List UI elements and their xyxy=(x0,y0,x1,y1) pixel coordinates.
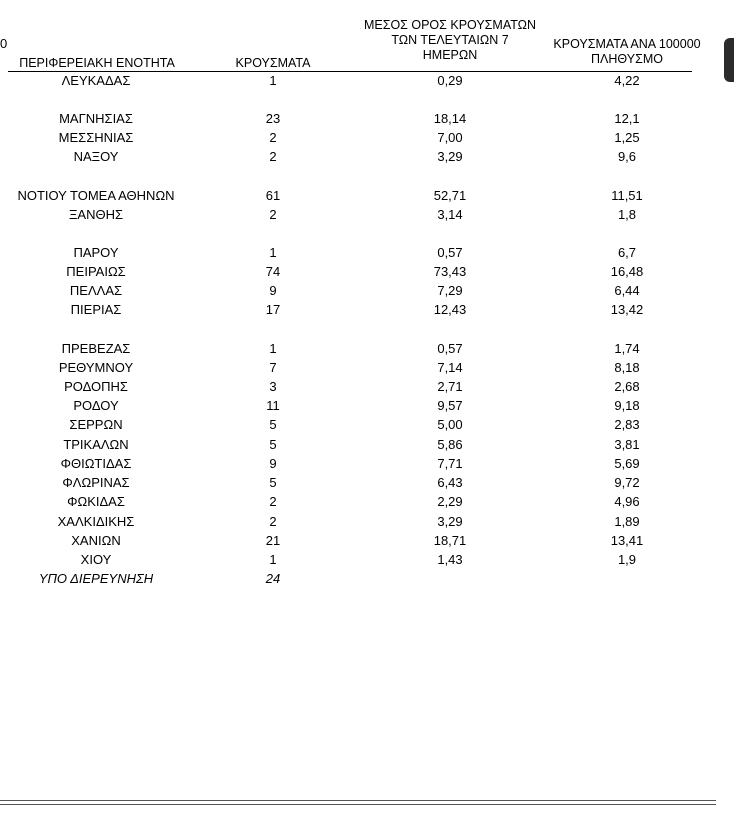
cell-cases: 2 xyxy=(269,494,277,509)
cell-cases-per-100k: 2,83 xyxy=(614,417,640,432)
cell-seven-day-average: 12,43 xyxy=(433,302,467,317)
header-avg-line-1: ΜΕΣΟΣ ΟΡΟΣ ΚΡΟΥΣΜΑΤΩΝ xyxy=(363,18,537,32)
cell-cases: 17 xyxy=(265,302,281,317)
cell-region: ΛΕΥΚΑΔΑΣ xyxy=(61,73,131,88)
cell-region: ΧΑΛΚΙΔΙΚΗΣ xyxy=(57,514,135,529)
table-row xyxy=(0,73,734,92)
cell-seven-day-average: 18,71 xyxy=(433,533,467,548)
cell-seven-day-average: 5,86 xyxy=(437,437,463,452)
cell-region: ΣΕΡΡΩΝ xyxy=(69,417,123,432)
cell-region: ΜΑΓΝΗΣΙΑΣ xyxy=(59,111,133,126)
cell-region: ΠΙΕΡΙΑΣ xyxy=(70,302,122,317)
table-row xyxy=(0,475,734,494)
cell-cases: 23 xyxy=(265,111,281,126)
cell-seven-day-average: 5,00 xyxy=(437,417,463,432)
table-row xyxy=(0,149,734,168)
cell-cases-per-100k: 1,8 xyxy=(617,207,637,222)
cell-region: ΡΕΘΥΜΝΟΥ xyxy=(58,360,134,375)
cell-seven-day-average: 52,71 xyxy=(433,188,467,203)
cell-seven-day-average: 9,57 xyxy=(437,398,463,413)
cell-cases: 5 xyxy=(269,437,277,452)
cell-region: ΦΘΙΩΤΙΔΑΣ xyxy=(60,456,132,471)
cell-seven-day-average: 73,43 xyxy=(433,264,467,279)
cell-region: ΠΕΙΡΑΙΩΣ xyxy=(66,264,126,279)
table-row xyxy=(0,398,734,417)
cell-seven-day-average: 7,14 xyxy=(437,360,463,375)
cell-cases-per-100k: 4,22 xyxy=(614,73,640,88)
header-avg-line-2: ΤΩΝ ΤΕΛΕΥΤΑΙΩΝ 7 xyxy=(391,33,509,47)
cell-cases-per-100k: 6,7 xyxy=(617,245,637,260)
cell-cases: 74 xyxy=(265,264,281,279)
cell-seven-day-average: 0,29 xyxy=(437,73,463,88)
cell-seven-day-average: 2,29 xyxy=(437,494,463,509)
cell-cases: 7 xyxy=(269,360,277,375)
cell-cases-per-100k: 3,81 xyxy=(614,437,640,452)
cell-cases-per-100k: 1,9 xyxy=(617,552,637,567)
cell-cases: 1 xyxy=(269,245,277,260)
cell-cases-per-100k: 1,89 xyxy=(614,514,640,529)
cell-seven-day-average: 3,29 xyxy=(437,149,463,164)
cell-cases-per-100k: 8,18 xyxy=(614,360,640,375)
table-row xyxy=(0,111,734,130)
cell-seven-day-average: 0,57 xyxy=(437,245,463,260)
cell-seven-day-average: 1,43 xyxy=(437,552,463,567)
cell-region: ΡΟΔΟΥ xyxy=(73,398,119,413)
header-cases: ΚΡΟΥΣΜΑΤΑ xyxy=(235,56,311,70)
cell-cases-per-100k: 6,44 xyxy=(614,283,640,298)
cell-cases-per-100k: 9,18 xyxy=(614,398,640,413)
cell-cases-per-100k: 1,74 xyxy=(614,341,640,356)
cell-cases: 5 xyxy=(269,417,277,432)
table-row xyxy=(0,417,734,436)
cell-region: ΤΡΙΚΑΛΩΝ xyxy=(63,437,129,452)
cell-cases-per-100k: 13,41 xyxy=(610,533,644,548)
table-row xyxy=(0,571,734,590)
cell-cases: 2 xyxy=(269,514,277,529)
cell-region: ΡΟΔΟΠΗΣ xyxy=(64,379,128,394)
cell-cases: 3 xyxy=(269,379,277,394)
cell-cases: 2 xyxy=(269,207,277,222)
table-row xyxy=(0,341,734,360)
cell-region: ΝΟΤΙΟΥ ΤΟΜΕΑ ΑΘΗΝΩΝ xyxy=(17,188,175,203)
cell-cases: 9 xyxy=(269,456,277,471)
cell-cases-per-100k: 12,1 xyxy=(614,111,640,126)
footer-double-rule xyxy=(0,800,716,805)
cell-cases: 21 xyxy=(265,533,281,548)
cell-seven-day-average: 0,57 xyxy=(437,341,463,356)
cell-cases: 24 xyxy=(265,571,281,586)
cell-region: ΞΑΝΘΗΣ xyxy=(68,207,124,222)
table-row xyxy=(0,360,734,379)
table-row xyxy=(0,437,734,456)
cell-cases-per-100k: 2,68 xyxy=(614,379,640,394)
header-underline xyxy=(8,71,692,72)
cell-region: ΠΑΡΟΥ xyxy=(73,245,119,260)
cell-region: ΧΙΟΥ xyxy=(80,552,112,567)
header-per-line-2: ΠΛΗΘΥΣΜΟ xyxy=(591,52,663,66)
cell-seven-day-average: 3,29 xyxy=(437,514,463,529)
header-cases-per-100k xyxy=(532,37,722,67)
table-row xyxy=(0,245,734,264)
table-row xyxy=(0,283,734,302)
table-row xyxy=(0,533,734,552)
cell-cases-per-100k: 1,25 xyxy=(614,130,640,145)
table-row xyxy=(0,379,734,398)
cell-region: ΜΕΣΣΗΝΙΑΣ xyxy=(58,130,134,145)
table-row xyxy=(0,514,734,533)
cell-cases-per-100k: 9,72 xyxy=(614,475,640,490)
cell-cases: 1 xyxy=(269,73,277,88)
table-row xyxy=(0,552,734,571)
cell-region: ΝΑΞΟΥ xyxy=(73,149,119,164)
cell-seven-day-average: 7,29 xyxy=(437,283,463,298)
cell-region: ΥΠΟ ΔΙΕΡΕΥΝΗΣΗ xyxy=(38,571,154,586)
cell-cases-per-100k: 4,96 xyxy=(614,494,640,509)
table-row xyxy=(0,494,734,513)
cell-cases-per-100k: 11,51 xyxy=(611,188,643,203)
table-row xyxy=(0,207,734,226)
cell-region: ΦΩΚΙΔΑΣ xyxy=(67,494,125,509)
table-row xyxy=(0,456,734,475)
cell-region: ΠΕΛΛΑΣ xyxy=(69,283,123,298)
cell-cases-per-100k: 13,42 xyxy=(610,302,644,317)
header-seven-day-average xyxy=(360,18,540,63)
cell-cases: 61 xyxy=(265,188,281,203)
cell-cases-per-100k: 5,69 xyxy=(614,456,640,471)
header-per-line-1: ΚΡΟΥΣΜΑΤΑ ΑΝΑ 100000 xyxy=(553,37,701,51)
cell-seven-day-average: 7,71 xyxy=(437,456,463,471)
table-row xyxy=(0,264,734,283)
table-row xyxy=(0,188,734,207)
cell-seven-day-average: 3,14 xyxy=(437,207,463,222)
cell-seven-day-average: 6,43 xyxy=(437,475,463,490)
cell-cases-per-100k: 16,48 xyxy=(610,264,644,279)
header-region: ΠΕΡΙΦΕΡΕΙΑΚΗ ΕΝΟΤΗΤΑ xyxy=(19,56,175,70)
cell-region: ΦΛΩΡΙΝΑΣ xyxy=(62,475,130,490)
cell-cases-per-100k: 9,6 xyxy=(617,149,637,164)
cell-seven-day-average: 18,14 xyxy=(433,111,467,126)
cell-region: ΠΡΕΒΕΖΑΣ xyxy=(61,341,131,356)
cell-cases: 9 xyxy=(269,283,277,298)
cell-cases: 5 xyxy=(269,475,277,490)
cell-cases: 2 xyxy=(269,149,277,164)
header-avg-line-3: ΗΜΕΡΩΝ xyxy=(422,48,478,62)
table-row xyxy=(0,130,734,149)
cell-cases: 1 xyxy=(269,552,277,567)
table-row xyxy=(0,302,734,321)
cell-seven-day-average: 2,71 xyxy=(437,379,463,394)
cell-cases: 1 xyxy=(269,341,277,356)
cut-off-fragment: 0 xyxy=(0,36,8,51)
cell-seven-day-average: 7,00 xyxy=(437,130,463,145)
cell-region: ΧΑΝΙΩΝ xyxy=(71,533,121,548)
cell-cases: 11 xyxy=(266,398,280,413)
cell-cases: 2 xyxy=(269,130,277,145)
